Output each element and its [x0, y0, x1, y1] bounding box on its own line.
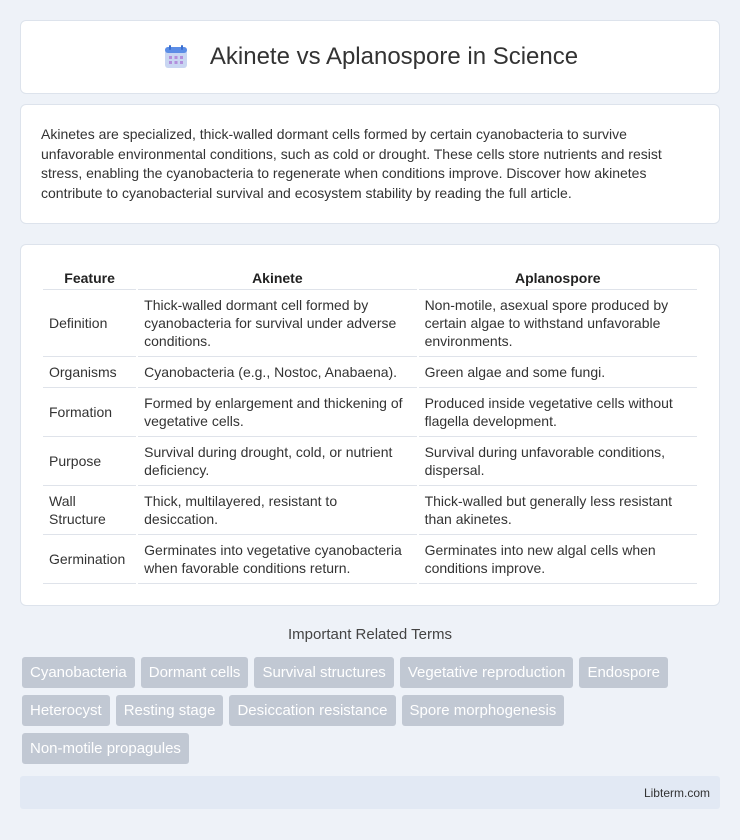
row-feature: Definition	[43, 290, 136, 357]
table-card	[20, 244, 720, 606]
row-aplanospore: Produced inside vegetative cells without flagella development.	[419, 388, 697, 437]
table-row	[43, 357, 697, 388]
related-terms-title: Important Related Terms	[288, 626, 452, 643]
row-feature: Organisms	[43, 357, 136, 388]
row-akinete: Cyanobacteria (e.g., Nostoc, Anabaena).	[138, 357, 416, 388]
row-akinete: Thick-walled dormant cell formed by cyanobacteria for survival under adverse conditions.	[138, 290, 416, 357]
related-terms-list	[22, 657, 722, 764]
term-tag[interactable]: Endospore	[579, 657, 668, 688]
intro-card	[20, 104, 720, 224]
header-aplanospore: Aplanospore	[419, 265, 697, 290]
term-tag[interactable]: Vegetative reproduction	[400, 657, 574, 688]
table-row	[43, 388, 697, 437]
table-row	[43, 486, 697, 535]
table-row	[43, 290, 697, 357]
row-akinete: Thick, multilayered, resistant to desiccation.	[138, 486, 416, 535]
footer	[20, 776, 720, 809]
calendar-icon	[162, 43, 190, 71]
table-row	[43, 535, 697, 584]
table-row	[43, 437, 697, 486]
header-card	[20, 20, 720, 94]
row-feature: Germination	[43, 535, 136, 584]
term-tag[interactable]: Spore morphogenesis	[402, 695, 565, 726]
term-tag[interactable]: Cyanobacteria	[22, 657, 135, 688]
page-title: Akinete vs Aplanospore in Science	[209, 43, 579, 70]
term-tag[interactable]: Desiccation resistance	[229, 695, 395, 726]
title-wrap	[162, 43, 578, 71]
header-feature: Feature	[43, 265, 136, 290]
row-akinete: Survival during drought, cold, or nutrient deficiency.	[138, 437, 416, 486]
row-aplanospore: Non-motile, asexual spore produced by certain algae to withstand unfavorable environments.	[419, 290, 697, 357]
row-feature: Wall Structure	[43, 486, 136, 535]
comparison-table	[41, 265, 699, 584]
row-akinete: Germinates into vegetative cyanobacteria when favorable conditions return.	[138, 535, 416, 584]
row-aplanospore: Survival during unfavorable conditions, dispersal.	[419, 437, 697, 486]
row-feature: Purpose	[43, 437, 136, 486]
intro-text: Akinetes are specialized, thick-walled dormant cells formed by certain cyanobacteria to survive unfavorable environmental conditions, such as cold or drought. These cells store nutrients and resist stress, enabling the cyanobacteria to regenerate when conditions improve. Discover how akinetes contribute to cyanobacterial survival and ecosystem stability by reading the full article.	[41, 126, 662, 201]
term-tag[interactable]: Resting stage	[116, 695, 224, 726]
term-tag[interactable]: Heterocyst	[22, 695, 110, 726]
row-aplanospore: Green algae and some fungi.	[419, 357, 697, 388]
row-akinete: Formed by enlargement and thickening of vegetative cells.	[138, 388, 416, 437]
row-feature: Formation	[43, 388, 136, 437]
row-aplanospore: Thick-walled but generally less resistant than akinetes.	[419, 486, 697, 535]
row-aplanospore: Germinates into new algal cells when conditions improve.	[419, 535, 697, 584]
term-tag[interactable]: Non-motile propagules	[22, 733, 189, 764]
term-tag[interactable]: Dormant cells	[141, 657, 249, 688]
table-header-row	[43, 265, 697, 290]
header-akinete: Akinete	[138, 265, 416, 290]
term-tag[interactable]: Survival structures	[254, 657, 393, 688]
footer-site-link[interactable]: Libterm.com	[643, 785, 710, 800]
